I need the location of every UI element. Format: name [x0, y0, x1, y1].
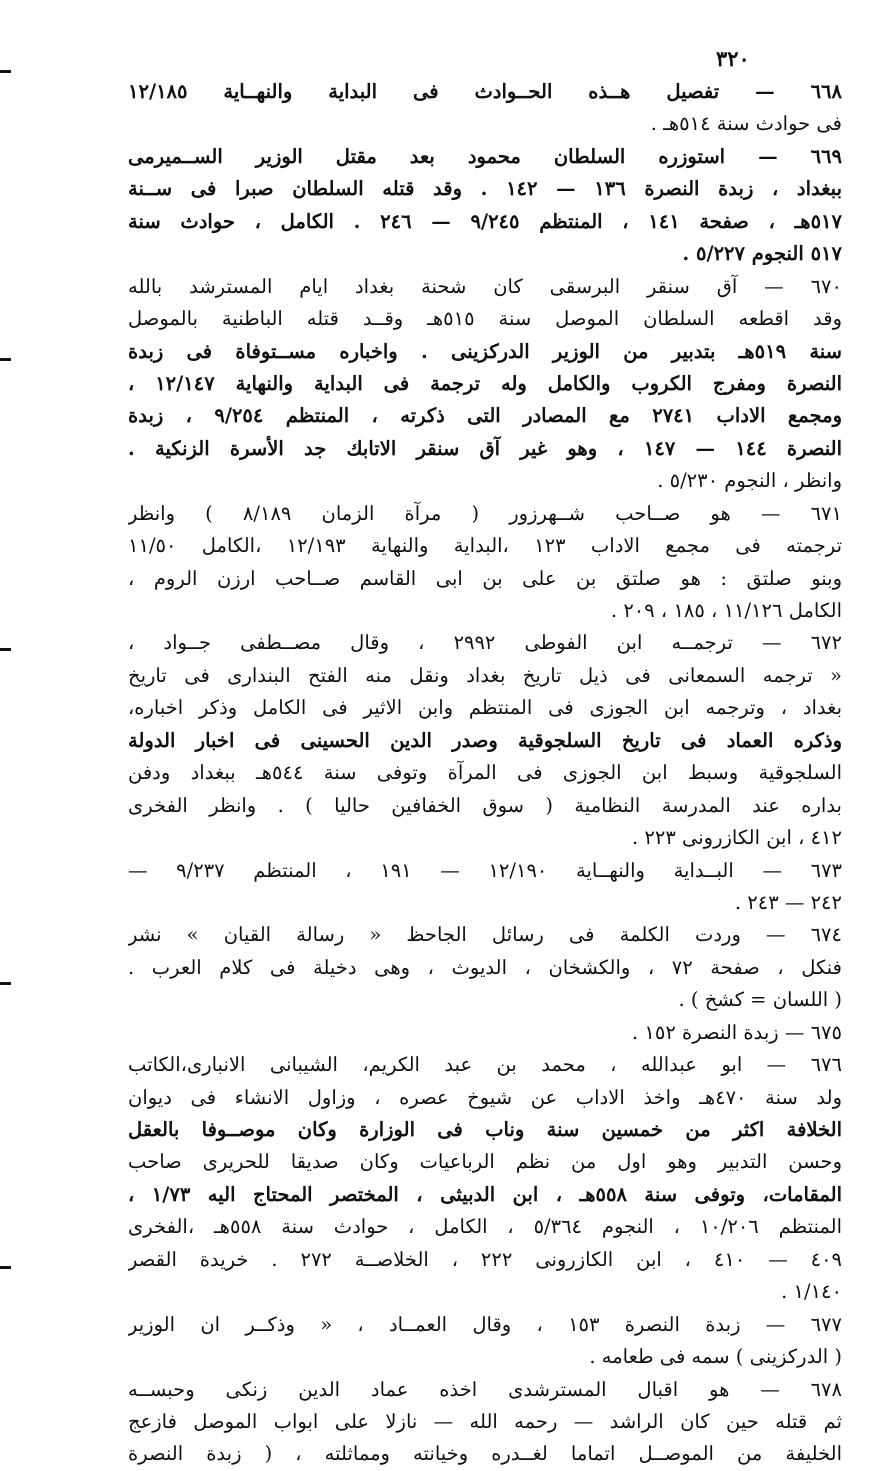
text-line: ٦٧٠ — آق سنقر البرسقى كان شحنة بغداد ايام المسترشد بالله	[128, 274, 842, 298]
text-line: سنة ٥١٩هـ بتدبير من الوزير الدركزينى . واخباره مســتوفاة فى زبدة	[128, 339, 842, 363]
text-line: السلجوقية وسبط ابن الجوزى فى المرآة وتوفى سنة ٥٤٤هـ ببغداد ودفن	[128, 761, 842, 785]
text-line: ٦٧٧ — زبدة النصرة ١٥٣ ، وقال العمــاد ، « وذكــر ان الوزير	[128, 1312, 842, 1336]
text-line: ٢٤٢ — ٢٤٣ .	[734, 890, 842, 914]
text-line: ٥١٧هـ ، صفحة ١٤١ ، المنتظم ٩/٢٤٥ — ٢٤٦ . الكامل ، حوادث سنة	[128, 209, 842, 233]
text-line: ٦٦٩ — استوزره السلطان محمود بعد مقتل الوزير الســميرمى	[128, 144, 842, 168]
text-line: ثم قتله حين كان الراشد — رحمه الله — نازلا على ابواب الموصل فازعج	[128, 1409, 842, 1433]
text-line: فنكل ، صفحة ٧٢ ، والكشخان ، الديوث ، وهى دخيلة فى كلام العرب .	[128, 955, 842, 979]
text-line: ٦٧٦ — ابو عبدالله ، محمد بن عبد الكريم، الشيبانى الانبارى،الكاتب	[128, 1053, 842, 1077]
text-line: بغداد ، وترجمه ابن الجوزى فى المنتظم وابن الاثير فى الكامل وذكر اخباره،	[128, 696, 842, 720]
text-line: فى حوادث سنة ٥١٤هـ .	[650, 112, 842, 136]
text-line: ٦٧٥ — زبدة النصرة ١٥٢ .	[632, 1020, 842, 1044]
margin-tick-mark	[0, 70, 11, 73]
margin-tick-mark	[0, 1266, 11, 1269]
text-line: ٥١٧ النجوم ٥/٢٢٧ .	[682, 242, 842, 266]
text-line: ٦٧٤ — وردت الكلمة فى رسائل الجاحظ « رسالة القيان » نشر	[128, 923, 842, 947]
text-line: وبنو صلتق : هو صلتق بن على بن ابى القاسم صــاحب ارزن الروم ،	[128, 566, 842, 590]
text-line: ٦٧٢ — ترجمــه ابن الفوطى ٢٩٩٢ ، وقال مصــطفى جــواد ،	[128, 631, 842, 655]
text-line: الخلافة اكثر من خمسين سنة وناب فى الوزارة وكان موصــوفا بالعقل	[128, 1118, 842, 1141]
text-line: ومجمع الاداب ٢٧٤١ مع المصادر التى ذكرته ، المنتظم ٩/٢٥٤ ، زبدة	[128, 404, 842, 428]
text-line: وحسن التدبير وهو اول من نظم الرباعيات وكان صديقا للحريرى صاحب	[128, 1150, 842, 1174]
text-line: ولد سنة ٤٧٠هـ واخذ الاداب عن شيوخ عصره ، وزاول الانشاء فى ديوان	[128, 1085, 842, 1109]
text-line: بداره عند المدرسة النظامية ( سوق الخفافين حاليا ) . وانظر الفخرى	[128, 793, 842, 817]
text-line: « ترجمه السمعانى فى ذيل تاريخ بغداد ونقل منه الفتح البندارى فى تاريخ	[128, 663, 842, 687]
text-line: ترجمته فى مجمع الاداب ١٢٣ ،البداية والنهاية ١٢/١٩٣ ،الكامل ١١/٥٠	[128, 534, 842, 558]
text-line: وقد اقطعه السلطان الموصل سنة ٥١٥هـ وقــد قتله الباطنية بالموصل	[128, 307, 842, 331]
margin-tick-mark	[0, 648, 11, 651]
text-line: ( الدركزينى ) سمه فى طعامه .	[589, 1345, 842, 1369]
text-line: الكامل ١١/١٢٦ ، ١٨٥ ، ٢٠٩ .	[610, 599, 842, 622]
margin-tick-mark	[0, 982, 11, 985]
page-number: ٣٢٠	[716, 46, 750, 71]
text-line: ٦٦٨ — تفصيل هــذه الحــوادث فى البداية والنهــاية ١٢/١٨٥	[128, 80, 842, 103]
text-line: ٤٠٩ — ٤١٠ ، ابن الكازرونى ٢٢٢ ، الخلاصــة ٢٧٢ . خريدة القصر	[128, 1247, 842, 1271]
text-line: النصرة ١٤٤ — ١٤٧ ، وهو غير آق سنقر الاتابك جد الأسرة الزنكية .	[128, 436, 842, 460]
text-line: المقامات، وتوفى سنة ٥٥٨هـ ، ابن الدبيثى ، المختصر المحتاج اليه ١/٧٣ ،	[128, 1182, 842, 1206]
text-line: وانظر ، النجوم ٥/٢٣٠ .	[657, 469, 842, 493]
text-line: ٦٧٨ — هو اقبال المسترشدى اخذه عماد الدين زنكى وحبســه	[128, 1377, 842, 1401]
footnotes-body	[128, 76, 842, 1471]
text-line: الخليفة من الموصــل اتماما لغــدره وخيانته ومماثلته ، ( زبدة النصرة	[128, 1442, 842, 1466]
text-line: ( اللسان = كشخ ) .	[678, 988, 842, 1012]
margin-tick-mark	[0, 358, 11, 361]
text-line: المنتظم ١٠/٢٠٦ ، النجوم ٥/٣٦٤ ، الكامل ، حوادث سنة ٥٥٨هـ ،الفخرى	[128, 1215, 842, 1239]
text-line: ببغداد ، زبدة النصرة ١٣٦ — ١٤٢ . وقد قتله السلطان صبرا فى ســنة	[128, 177, 842, 201]
text-line: وذكره العماد فى تاريخ السلجوقية وصدر الدين الحسينى فى اخبار الدولة	[128, 728, 842, 752]
text-line: النصرة ومفرج الكروب والكامل وله ترجمة فى البداية والنهاية ١٢/١٤٧ ،	[128, 371, 842, 395]
text-line: ٦٧٣ — البــداية والنهــاية ١٢/١٩٠ — ١٩١ ، المنتظم ٩/٢٣٧ —	[128, 858, 842, 882]
text-line: ١/١٤٠ .	[781, 1280, 842, 1304]
text-line: ٦٧١ — هو صــاحب شــهرزور ( مرآة الزمان ٨/١٨٩ ) وانظر	[128, 501, 842, 525]
text-line: ٤١٢ ، ابن الكازرونى ٢٢٣ .	[631, 826, 842, 850]
